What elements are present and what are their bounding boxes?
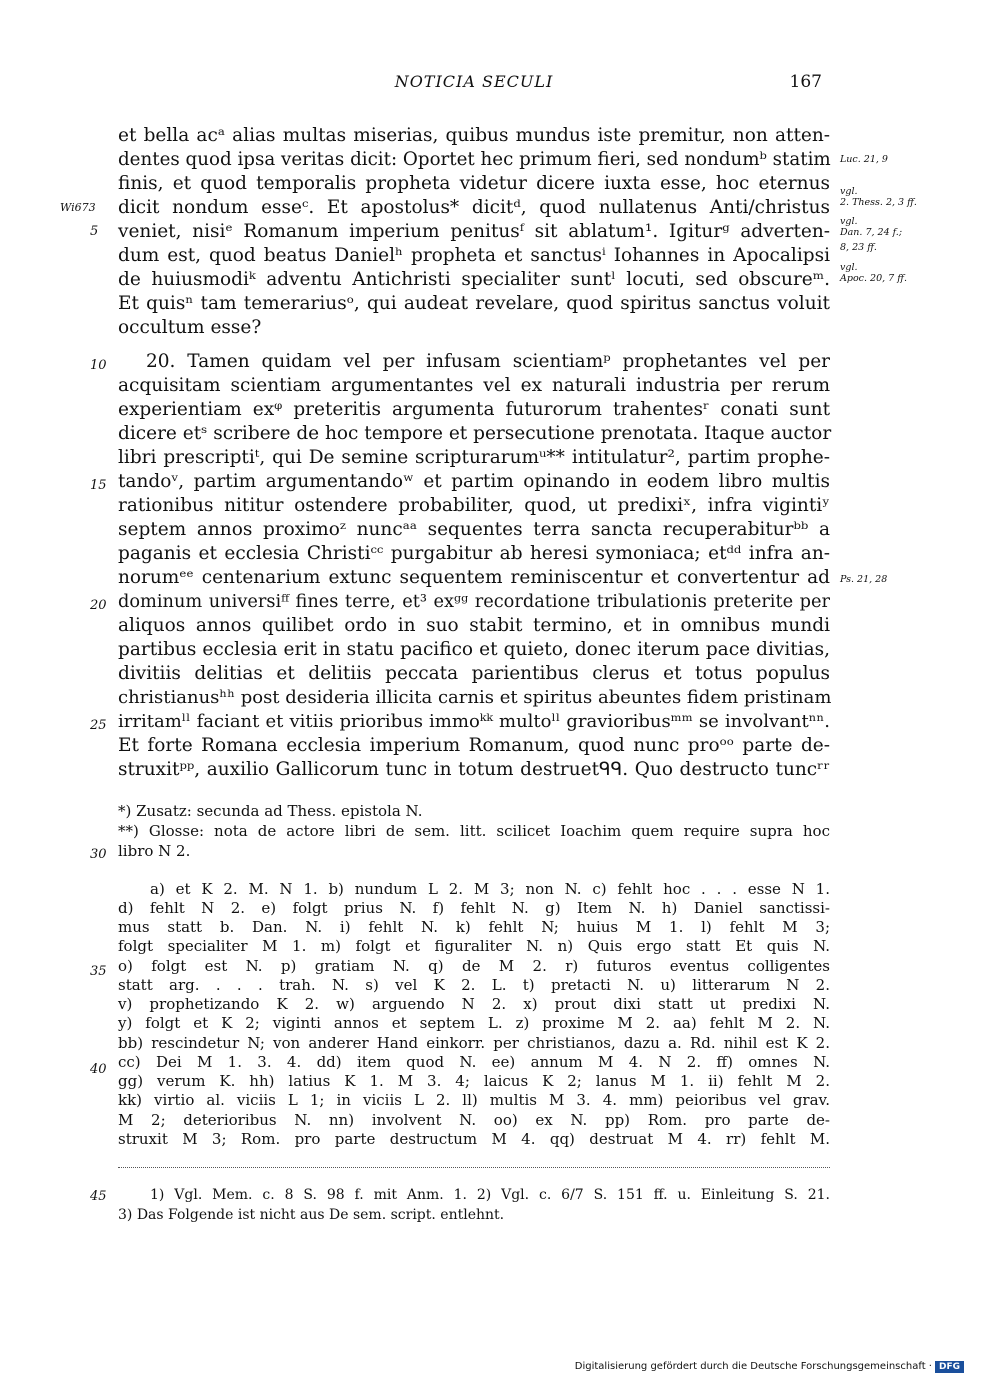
text-line: veniet, nisiᵉ Romanum imperium penitusᶠ sit ablatum¹. Igiturᵍ adverten- [118,221,830,242]
line-number: 15 [90,478,107,493]
margin-note: Dan. 7, 24 f.; [840,227,903,238]
gloss-line: libro N 2. [118,842,191,860]
text-line: divitiis delitias et delitiis peccata parientibus clerus et totus populus [118,663,830,684]
margin-note: 8, 23 ff. [840,242,877,253]
text-line: norumᵉᵉ centenarium extunc sequentem reminiscentur et convertentur ad [118,567,830,588]
digitization-credit [575,1361,964,1373]
apparatus-line: struxit M 3; Rom. pro parte destructum M 4. qq) destruat M 4. rr) fehlt M. [118,1130,830,1148]
text-line: dentes quod ipsa veritas dicit: Oportet hec primum fieri, sed nondumᵇ statim [118,149,831,170]
line-number: 10 [90,358,107,373]
margin-note: vgl. [840,216,858,227]
text-line: aliquos annos quilibet ordo in suo stabit termino, et in omnibus mundi [118,615,830,636]
page-number: 167 [789,72,822,92]
text-line: finis, et quod temporalis propheta videtur dicere iuxta esse, hoc eternus [118,173,830,194]
line-number: 5 [90,224,99,239]
paragraph-20-first-line: 20. Tamen quidam vel per infusam scientiamᵖ prophetantes vel per [146,351,830,372]
text-line: libri prescriptiᵗ, qui De semine scripturarumᵘ** intitulatur², partim prophe- [118,447,830,468]
text-line: acquisitam scientiam argumentantes vel ex naturali industria per rerum [118,375,830,396]
gloss-line: *) Zusatz: secunda ad Thess. epistola N. [118,802,423,820]
margin-note: vgl. [840,262,858,273]
text-line: experientiam exᵠ preteritis argumenta futurorum trahentesʳ conati sunt [118,399,830,420]
text-line: Et forte Romana ecclesia imperium Romanum, quod nunc proᵒᵒ parte de- [118,735,830,756]
running-title: NOTICIA SECULI [394,72,554,91]
text-line: struxitᵖᵖ, auxilio Gallicorum tunc in totum destruetᑫᑫ. Quo destructo tuncʳʳ [118,759,830,780]
credit-text: Digitalisierung gefördert durch die Deutsche Forschungsgemeinschaft · [574,1361,932,1372]
apparatus-line: kk) virtio al. viciis L 1; in viciis L 2. ll) multis M 3. 4. mm) peioribus vel grav. [118,1091,830,1109]
apparatus-line: M 2; deterioribus N. nn) involvent N. oo) ex N. pp) Rom. pro parte de- [118,1111,830,1129]
edition-page-reference: Wi673 [60,201,96,214]
line-number: 40 [90,1062,107,1077]
margin-note: Ps. 21, 28 [840,574,888,585]
apparatus-line: v) prophetizando K 2. w) arguendo N 2. x) prout dixi statt ut predixi N. [118,995,830,1013]
margin-note: 2. Thess. 2, 3 ff. [840,197,917,208]
running-header [118,72,830,100]
text-line: et bella acᵃ alias multas miserias, quibus mundus iste premitur, non atten- [118,125,830,146]
text-line: septem annos proximoᶻ nuncᵃᵃ sequentes terra sancta recuperabiturᵇᵇ a [118,519,830,540]
text-line: dominum universiᶠᶠ fines terre, et³ exᵍᵍ recordatione tribulationis preterite per [118,592,830,612]
apparatus-line: a) et K 2. M. N 1. b) nundum L 2. M 3; non N. c) fehlt hoc . . . esse N 1. [150,880,830,898]
text-line: tandoᵛ, partim argumentandoʷ et partim opinando in eodem libro multis [118,471,830,492]
line-number: 30 [90,847,107,862]
text-line: rationibus nititur ostendere probabiliter, quod, ut predixiˣ, infra vigintiʸ [118,495,830,516]
text-line: dum est, quod beatus Danielʰ propheta et sanctusⁱ Iohannes in Apocalipsi [118,245,830,266]
footnote-line: 3) Das Folgende ist nicht aus De sem. script. entlehnt. [118,1207,505,1223]
margin-note: Luc. 21, 9 [840,154,888,165]
line-number: 25 [90,718,107,733]
text-line: partibus ecclesia erit in statu pacifico et quieto, donec iterum pace divitias, [118,639,830,660]
line-number: 45 [90,1189,107,1204]
text-line: occultum esse? [118,317,262,338]
apparatus-line: o) folgt est N. p) gratiam N. q) de M 2. r) futuros eventus colligentes [118,957,830,975]
text-line: christianusʰʰ post desideria illicita carnis et spiritus abeuntes fidem pristinam [118,687,832,708]
apparatus-line: folgt specialiter M 1. m) folgt et figuraliter N. n) Quis ergo statt Et quis N. [118,937,830,955]
apparatus-line: d) fehlt N 2. e) folgt prius N. f) fehlt N. g) Item N. h) Daniel sanctissi- [118,899,830,917]
apparatus-line: y) folgt et K 2; viginti annos et septem L. z) proxime M 2. aa) fehlt M 2. N. [118,1014,830,1032]
text-line: dicere etˢ scribere de hoc tempore et persecutione prenotata. Itaque auctor [118,423,832,444]
text-line: dicit nondum esseᶜ. Et apostolus* dicitᵈ, quod nullatenus Anti/christus [118,197,830,218]
text-line: irritamˡˡ faciant et vitiis prioribus immoᵏᵏ multoˡˡ gravioribusᵐᵐ se involvantⁿⁿ. [118,711,830,732]
text-line: Et quisⁿ tam temerariusᵒ, qui audeat revelare, quod spiritus sanctus voluit [118,293,830,314]
margin-note: vgl. [840,186,858,197]
line-number: 35 [90,964,107,979]
margin-note: Apoc. 20, 7 ff. [840,273,907,284]
line-number: 20 [90,598,107,613]
footnote-line: 1) Vgl. Mem. c. 8 S. 98 f. mit Anm. 1. 2) Vgl. c. 6/7 S. 151 ff. u. Einleitung S. 21. [150,1187,830,1203]
apparatus-line: cc) Dei M 1. 3. 4. dd) item quod N. ee) annum M 4. N 2. ff) omnes N. [118,1053,830,1071]
apparatus-line: bb) rescindetur N; von anderer Hand einkorr. per christianos, dazu a. Rd. nihil est K 2. [118,1034,830,1052]
apparatus-line: statt arg. . . . trah. N. s) vel K 2. L. t) pretacti N. u) litterarum N 2. [118,976,830,994]
dfg-logo: DFG [935,1361,964,1373]
apparatus-line: mus statt b. Dan. N. i) fehlt N. k) fehlt N; huius M 1. l) fehlt M 3; [118,918,830,936]
apparatus-line: gg) verum K. hh) latius K 1. M 3. 4; laicus K 2; lanus M 1. ii) fehlt M 2. [118,1072,830,1090]
text-line: paganis et ecclesia Christiᶜᶜ purgabitur ab heresi symoniaca; etᵈᵈ infra an- [118,543,830,564]
gloss-line: **) Glosse: nota de actore libri de sem. litt. scilicet Ioachim quem require supra hoc [118,822,830,840]
text-line: de huiusmodiᵏ adventu Antichristi specialiter suntˡ locuti, sed obscureᵐ. [118,269,830,290]
footnote-divider [118,1167,830,1168]
